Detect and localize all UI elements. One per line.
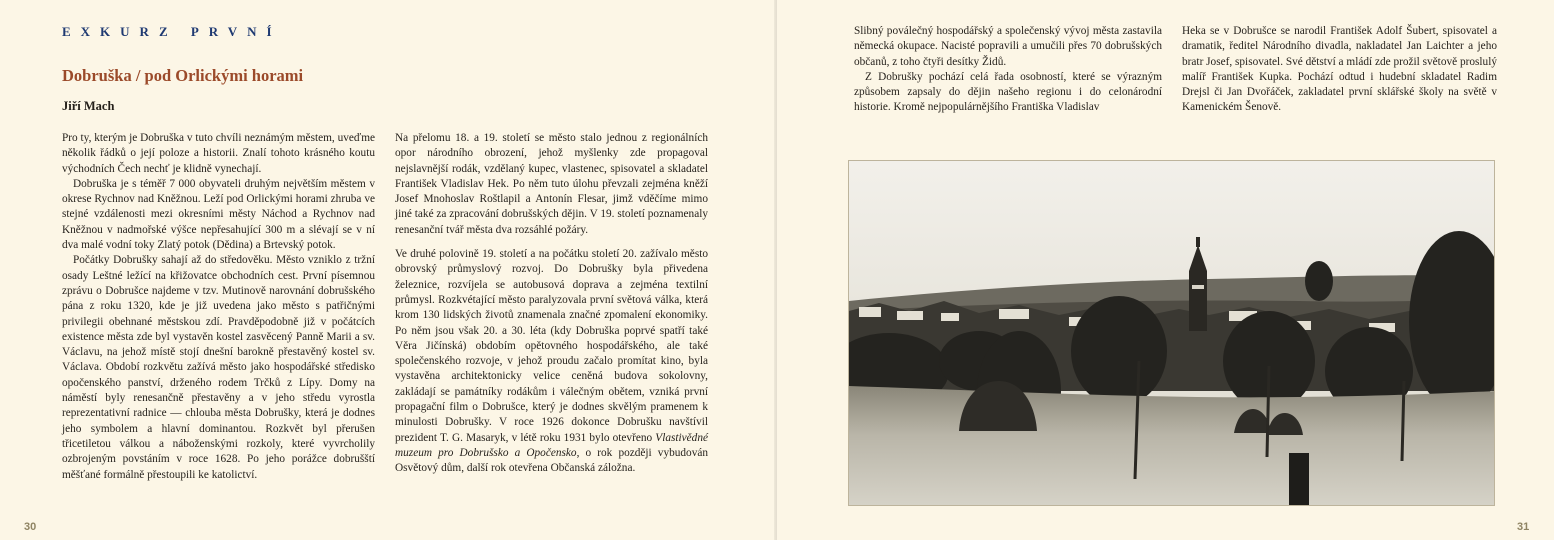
paragraph: Heka se v Dobrušce se narodil František Adolf Šubert, spisovatel a dramatik, ředitel Národního divadla, nakladatel Jan Laichter a jeho bratr Josef, spisovatel. Své dětství a mládí zde prožil světově proslulý malíř František Kupka. Pochází odtud i hudební skladatel Radim Drejsl či Jan Dvořáček, zakladatel první sklářské školy na světě v Kamenickém Šenově. [1182, 25, 1497, 114]
paragraph [395, 247, 708, 476]
chapter-kicker: EXKURZ PRVNÍ [62, 24, 282, 39]
paragraph-text: Ve druhé polovině 19. století a na počátku století 20. zažívalo město obrovský průmyslový rozvoj. Do Dobrušky byla přivedena železnice, rozvíjela se autobusová doprava a zejména textilní průmysl. Rozkvétající město paralyzovala první světová válka, která krom 130 lidských životů znamenala značné zpomalení ekonomiky. Po něm jsou však 20. a 30. léta (kdy Dobruška poprvé spatří také Věra Jičínská) obdobím opětovného hospodářského, ale také společenského rozvoje, v jehož proudu začalo promítat kino, byla vystavěna architektonicky velice ceněná budova sokolovny, zakládají se památníky rodákům i válečným obětem, vzniká první propagační film o Dobrušce, který je dodnes skvělým pramenem k minulosti Dobrušky. V roce 1926 dokonce Dobrušku navštívil prezident T. G. Masaryk, v létě roku 1931 bylo otevřeno [395, 248, 708, 444]
town-landscape-illustration [849, 161, 1495, 506]
museum-name: Vlastivědné muzeum pro Dobrušsko a Opočensko [395, 431, 708, 459]
page-number-right: 31 [1517, 521, 1530, 533]
page-number-left: 30 [24, 521, 37, 533]
historic-town-photo [848, 160, 1495, 506]
article-author: Jiří Mach [62, 99, 115, 113]
right-page [777, 0, 1554, 540]
text-column-4 [1182, 24, 1497, 116]
text-column-1 [62, 131, 375, 483]
paragraph: Slibný poválečný hospodářský a společenský vývoj města zastavila německá okupace. Nacisté popravili a umučili přes 70 dobrušských občanů, z toho čtyři desítky Židů. [854, 25, 1162, 68]
paragraph: Z Dobrušky pochází celá řada osobností, které se výrazným způsobem zapsaly do dějin našeho regionu i do celonárodní historie. Kromě nejpopulárnějšího Františka Vladislav [854, 70, 1162, 114]
text-column-3 [854, 24, 1162, 116]
paragraph: Počátky Dobrušky sahají až do středověku. Město vzniklo z tržní osady Leštné ležící na křižovatce obchodních cest. První písemnou zprávu o Dobrušce najdeme v tzv. Mutinově narovnání dobrušského pána z roku 1320, kde je již uvedena jako město s patřičnými privilegii obehnané městskou zdí. Pravděpodobně již v počátcích existence města zde byl vystavěn kostel zasvěcený Panně Marii a sv. Václavu, na jehož místě stojí dnešní barokně přestavěný kostel sv. Václava. Období rozkvětu zažívá město jako hospodářské středisko opočenského panství, drženého rodem Trčků z Lípy. Domy na náměstí byly renesančně přestavěny a v jeho středu vyrostla reprezentativní radnice — chlouba města Dobrušky, která je dodnes jeho symbolem a hlavní dominantou. Rozkvět byl přerušen třicetiletou válkou a náboženskými rozkoly, které vyvrcholily ozbrojeným povstáním v roce 1628. Po jeho porážce dobrušští měšťané formálně přestoupili ke katolictví. [62, 254, 375, 481]
paragraph: Na přelomu 18. a 19. století se město stalo jednou z regionálních opor národního obrození, jehož myšlenky zde propagoval nejslavnější rodák, vzdělaný kupec, vlastenec, spisovatel a skladatel František Vladislav Hek. Po něm tuto úlohu převzali zejména kněží Josef Mnohoslav Roštlapil a Antonín Flesar, jimž vděčíme mimo jiné také za zpracování dobrušských dějin. V 19. století poznamenaly renesanční tvář města dva rozsáhlé požáry. [395, 132, 708, 236]
article-title: Dobruška / pod Orlickými horami [62, 66, 304, 85]
paragraph: Dobruška je s téměř 7 000 obyvateli druhým největším městem v okrese Rychnov nad Kněžnou. Leží pod Orlickými horami zhruba ve stejné vzdálenosti mezi okresními městy Náchod a Rychnov nad Kněžnou v nadmořské výšce nepřesahující 300 m a slévají se v ní dva malé vodní toky Zlatý potok (Dědina) a Brtevský potok. [62, 177, 375, 252]
paragraph-text: , o rok později vybudován Osvětový dům, další rok otevřena Občanská záložna. [395, 446, 709, 475]
paragraph: Pro ty, kterým je Dobruška v tuto chvíli neznámým městem, uveďme několik řádků o její poloze a historii. Znalí tohoto krásného koutu východních Čech nechť je klidně vynechají. [62, 132, 375, 175]
text-column-2 [395, 131, 708, 477]
